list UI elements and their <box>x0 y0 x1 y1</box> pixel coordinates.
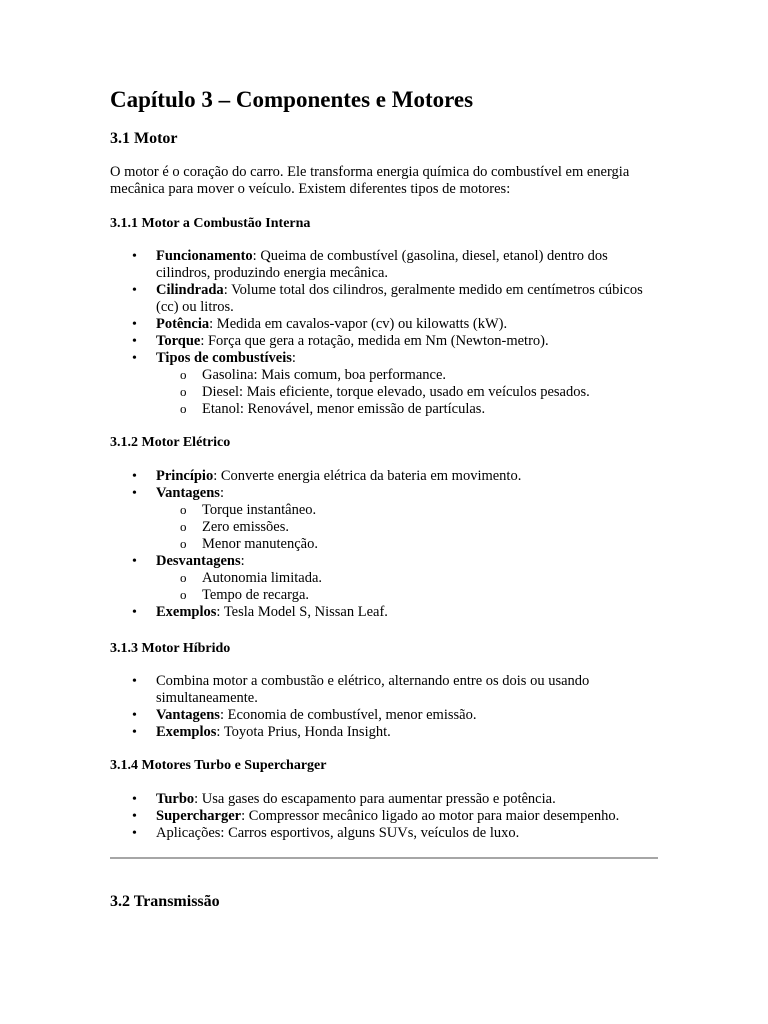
description: : Medida em cavalos-vapor (cv) ou kilowatts (kW). <box>209 316 508 332</box>
bullet-icon: • <box>132 809 137 824</box>
bullet-icon: • <box>132 283 137 298</box>
bullet-icon: • <box>132 317 137 332</box>
list-item: o Torque instantâneo. <box>180 502 317 518</box>
term: Turbo <box>156 791 195 807</box>
bullet-icon: • <box>132 469 137 484</box>
term: Supercharger <box>156 808 242 824</box>
description: : Queima de combustível (gasolina, diesel, etanol) dentro dos cilindros, produzindo energia mecânica. <box>156 248 608 281</box>
sub-bullet-icon: o <box>180 587 187 602</box>
turbo-supercharger-list <box>110 791 660 842</box>
term: Exemplos <box>156 724 217 740</box>
list-item: o Etanol: Renovável, menor emissão de partículas. <box>180 401 486 417</box>
list-item: o Tempo de recarga. <box>180 587 310 603</box>
list-item: o Gasolina: Mais comum, boa performance. <box>180 367 447 383</box>
term: Funcionamento <box>156 248 253 264</box>
list-item <box>110 673 660 707</box>
electric-engine-list <box>110 468 660 621</box>
bullet-icon: • <box>132 725 137 740</box>
list-item <box>110 604 660 621</box>
term: Vantagens <box>156 485 220 501</box>
sub-bullet-icon: o <box>180 570 187 585</box>
list-item <box>110 350 660 418</box>
fuel-types-list <box>156 367 660 418</box>
description: : <box>219 485 224 501</box>
term: Exemplos <box>156 604 217 620</box>
description: : Compressor mecânico ligado ao motor para maior desempenho. <box>241 808 620 824</box>
term: Princípio <box>156 468 214 484</box>
term: Torque <box>156 333 201 349</box>
bullet-icon: • <box>132 792 137 807</box>
term: Vantagens <box>156 707 220 723</box>
sub-bullet-icon: o <box>180 384 187 399</box>
description: Combina motor a combustão e elétrico, alternando entre os dois ou usando simultaneamente. <box>156 673 590 706</box>
term: Desvantagens <box>156 553 241 569</box>
list-item: o Autonomia limitada. <box>180 570 323 586</box>
list-item <box>110 707 660 724</box>
description: : Volume total dos cilindros, geralmente medido em centímetros cúbicos (cc) ou litros. <box>156 282 643 315</box>
chapter-title: Capítulo 3 – Componentes e Motores <box>110 87 474 112</box>
section-3-1-4-heading: 3.1.4 Motores Turbo e Supercharger <box>110 758 327 773</box>
list-item <box>110 316 660 333</box>
horizontal-divider <box>110 857 658 859</box>
description: Aplicações: Carros esportivos, alguns SUVs, veículos de luxo. <box>156 825 520 841</box>
list-item <box>110 248 660 282</box>
section-3-1-intro: O motor é o coração do carro. Ele transforma energia química do combustível em energia mecânica para mover o veículo. Existem diferentes tipos de motores: <box>110 164 630 197</box>
list-item: o Diesel: Mais eficiente, torque elevado, usado em veículos pesados. <box>180 384 590 400</box>
section-3-1-3-heading: 3.1.3 Motor Híbrido <box>110 641 231 656</box>
bullet-icon: • <box>132 486 137 501</box>
description: : Usa gases do escapamento para aumentar pressão e potência. <box>194 791 556 807</box>
list-item: o Menor manutenção. <box>180 536 318 552</box>
section-3-1-2-heading: 3.1.2 Motor Elétrico <box>110 435 231 450</box>
hybrid-engine-list <box>110 673 660 741</box>
description: : Força que gera a rotação, medida em Nm (Newton-metro). <box>200 333 549 349</box>
bullet-icon: • <box>132 334 137 349</box>
list-item <box>110 333 660 350</box>
term: Potência <box>156 316 210 332</box>
bullet-icon: • <box>132 554 137 569</box>
list-item <box>110 825 660 842</box>
electric-disadvantages-list <box>156 570 660 604</box>
description: : Converte energia elétrica da bateria em movimento. <box>213 468 522 484</box>
list-item <box>110 791 660 808</box>
description: : <box>240 553 245 569</box>
list-item: o Zero emissões. <box>180 519 289 535</box>
description: : Tesla Model S, Nissan Leaf. <box>216 604 388 620</box>
bullet-icon: • <box>132 351 137 366</box>
bullet-icon: • <box>132 674 137 689</box>
section-3-1-heading: 3.1 Motor <box>110 130 178 147</box>
list-item <box>110 282 660 316</box>
list-item <box>110 485 660 553</box>
combustion-engine-list <box>110 248 660 418</box>
section-3-2-heading: 3.2 Transmissão <box>110 893 220 910</box>
bullet-icon: • <box>132 708 137 723</box>
term: Cilindrada <box>156 282 224 298</box>
sub-bullet-icon: o <box>180 536 187 551</box>
bullet-icon: • <box>132 605 137 620</box>
list-item <box>110 553 660 604</box>
sub-bullet-icon: o <box>180 502 187 517</box>
term: Tipos de combustíveis <box>156 350 292 366</box>
sub-bullet-icon: o <box>180 401 187 416</box>
list-item <box>110 468 660 485</box>
sub-bullet-icon: o <box>180 519 187 534</box>
sub-bullet-icon: o <box>180 367 187 382</box>
bullet-icon: • <box>132 249 137 264</box>
description: : Economia de combustível, menor emissão. <box>219 707 477 723</box>
bullet-icon: • <box>132 826 137 841</box>
list-item <box>110 724 660 741</box>
electric-advantages-list <box>156 502 660 553</box>
list-item <box>110 808 660 825</box>
description: : Toyota Prius, Honda Insight. <box>216 724 391 740</box>
section-3-1-1-heading: 3.1.1 Motor a Combustão Interna <box>110 216 311 231</box>
description: : <box>291 350 296 366</box>
